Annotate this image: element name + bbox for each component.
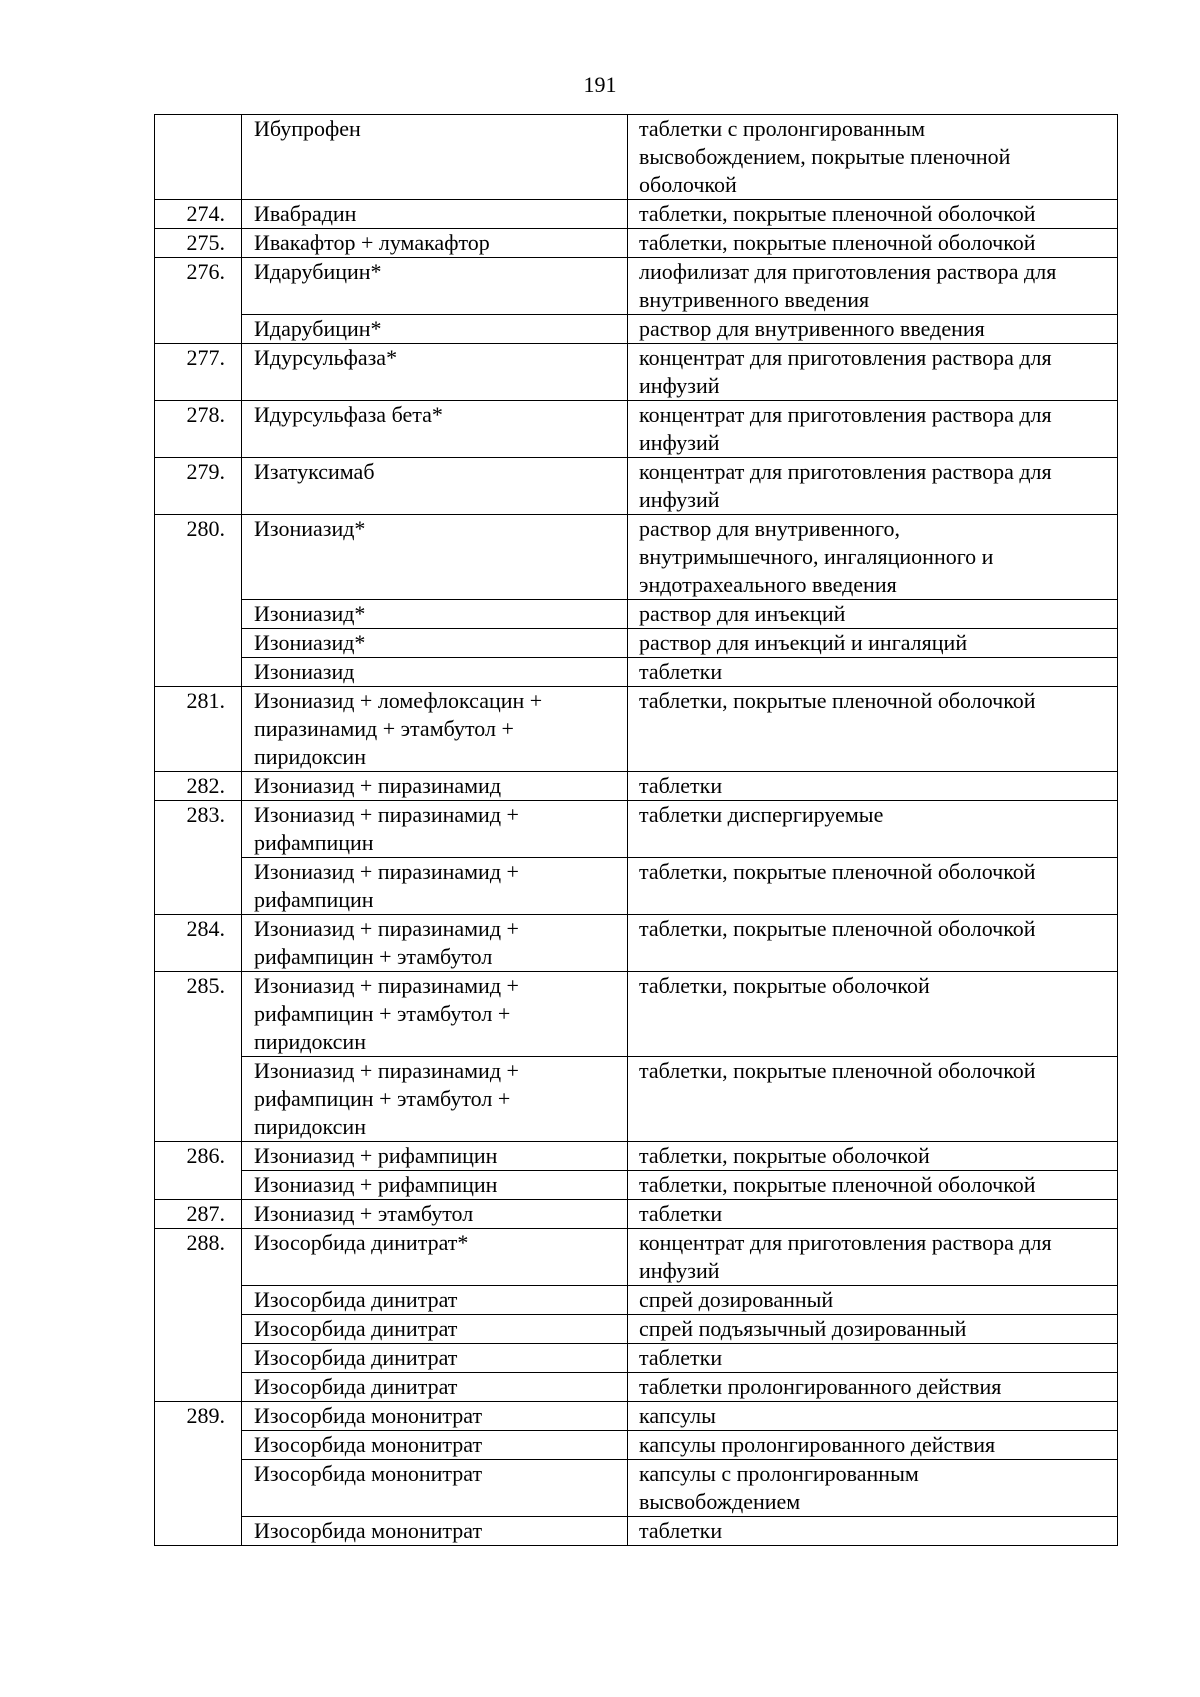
dosage-form-cell	[628, 1431, 1118, 1460]
dosage-form-line: инфузий	[639, 487, 720, 512]
drug-name-cell	[242, 858, 628, 915]
drug-name-cell	[242, 1373, 628, 1402]
table-row	[155, 772, 1118, 801]
dosage-form-cell	[628, 1344, 1118, 1373]
dosage-form-cell	[628, 200, 1118, 229]
dosage-form-cell	[628, 458, 1118, 515]
drug-name-cell	[242, 687, 628, 772]
drug-name-line: пиридоксин	[254, 1114, 366, 1139]
drug-name-line: Изониазид + пиразинамид +	[254, 802, 519, 827]
dosage-form-line: лиофилизат для приготовления раствора для	[639, 259, 1057, 284]
drug-name-line: рифампицин + этамбутол	[254, 944, 493, 969]
drug-name-line: Идарубицин*	[254, 259, 382, 284]
drug-table	[154, 114, 1118, 1546]
dosage-form-line: внутримышечного, ингаляционного и	[639, 544, 994, 569]
drug-name-cell	[242, 600, 628, 629]
dosage-form-line: высвобождением	[639, 1489, 801, 1514]
table-row	[155, 858, 1118, 915]
table-row	[155, 1200, 1118, 1229]
table-row	[155, 687, 1118, 772]
table-row	[155, 458, 1118, 515]
dosage-form-line: высвобождением, покрытые пленочной	[639, 144, 1011, 169]
drug-name-cell	[242, 1315, 628, 1344]
dosage-form-cell	[628, 1517, 1118, 1546]
table-row	[155, 1315, 1118, 1344]
drug-name-line: Изониазид*	[254, 601, 366, 626]
dosage-form-line: таблетки пролонгированного действия	[639, 1374, 1002, 1399]
dosage-form-cell	[628, 801, 1118, 858]
table-row	[155, 344, 1118, 401]
dosage-form-line: капсулы	[639, 1403, 716, 1428]
dosage-form-line: таблетки, покрытые пленочной оболочкой	[639, 201, 1036, 226]
dosage-form-line: таблетки, покрытые пленочной оболочкой	[639, 916, 1036, 941]
drug-name-cell	[242, 1402, 628, 1431]
drug-name-line: Изониазид + рифампицин	[254, 1143, 498, 1168]
dosage-form-cell	[628, 629, 1118, 658]
dosage-form-line: раствор для инъекций	[639, 601, 846, 626]
drug-table-body	[155, 115, 1118, 1546]
dosage-form-cell	[628, 658, 1118, 687]
drug-name-line: пиразинамид + этамбутол +	[254, 716, 514, 741]
drug-name-cell	[242, 801, 628, 858]
drug-name-line: Изосорбида динитрат	[254, 1345, 458, 1370]
table-row	[155, 1344, 1118, 1373]
table-row	[155, 972, 1118, 1057]
drug-name-cell	[242, 1057, 628, 1142]
drug-name-line: Изониазид + пиразинамид +	[254, 916, 519, 941]
dosage-form-cell	[628, 1057, 1118, 1142]
dosage-form-line: таблетки, покрытые пленочной оболочкой	[639, 1058, 1036, 1083]
drug-name-cell	[242, 772, 628, 801]
dosage-form-line: внутривенного введения	[639, 287, 870, 312]
table-row	[155, 1171, 1118, 1200]
drug-name-line: Изосорбида мононитрат	[254, 1518, 483, 1543]
drug-name-line: пиридоксин	[254, 744, 366, 769]
dosage-form-line: инфузий	[639, 373, 720, 398]
drug-name-line: Идурсульфаза*	[254, 345, 398, 370]
dosage-form-cell	[628, 1315, 1118, 1344]
dosage-form-cell	[628, 1142, 1118, 1171]
table-row	[155, 1229, 1118, 1286]
drug-name-cell	[242, 1431, 628, 1460]
dosage-form-line: раствор для инъекций и ингаляций	[639, 630, 968, 655]
drug-name-line: Изосорбида динитрат*	[254, 1230, 469, 1255]
drug-name-cell	[242, 1171, 628, 1200]
drug-name-line: Изониазид + этамбутол	[254, 1201, 474, 1226]
dosage-form-cell	[628, 401, 1118, 458]
dosage-form-cell	[628, 972, 1118, 1057]
drug-name-cell	[242, 915, 628, 972]
drug-name-line: Изониазид + пиразинамид +	[254, 1058, 519, 1083]
table-row	[155, 600, 1118, 629]
row-number: 288.	[155, 1229, 242, 1402]
dosage-form-line: таблетки, покрытые пленочной оболочкой	[639, 1172, 1036, 1197]
dosage-form-line: спрей подъязычный дозированный	[639, 1316, 967, 1341]
dosage-form-line: таблетки	[639, 1345, 723, 1370]
dosage-form-cell	[628, 1229, 1118, 1286]
row-number: 281.	[155, 687, 242, 772]
dosage-form-line: таблетки, покрытые пленочной оболочкой	[639, 688, 1036, 713]
drug-name-cell	[242, 1200, 628, 1229]
drug-name-line: Изосорбида динитрат	[254, 1287, 458, 1312]
table-row	[155, 1431, 1118, 1460]
dosage-form-line: таблетки	[639, 1518, 723, 1543]
table-row	[155, 915, 1118, 972]
dosage-form-cell	[628, 858, 1118, 915]
drug-name-cell	[242, 1344, 628, 1373]
dosage-form-line: таблетки, покрытые оболочкой	[639, 973, 930, 998]
drug-name-line: Изониазид + рифампицин	[254, 1172, 498, 1197]
row-number: 289.	[155, 1402, 242, 1546]
dosage-form-line: раствор для внутривенного введения	[639, 316, 985, 341]
dosage-form-line: спрей дозированный	[639, 1287, 834, 1312]
dosage-form-cell	[628, 1171, 1118, 1200]
row-number: 276.	[155, 258, 242, 344]
table-row	[155, 200, 1118, 229]
dosage-form-line: таблетки, покрытые пленочной оболочкой	[639, 230, 1036, 255]
row-number: 282.	[155, 772, 242, 801]
table-row	[155, 801, 1118, 858]
dosage-form-line: таблетки	[639, 659, 723, 684]
dosage-form-line: таблетки с пролонгированным	[639, 116, 926, 141]
dosage-form-line: концентрат для приготовления раствора для	[639, 402, 1052, 427]
dosage-form-line: инфузий	[639, 1258, 720, 1283]
drug-name-line: Изониазид	[254, 659, 355, 684]
drug-name-line: Изониазид + ломефлоксацин +	[254, 688, 543, 713]
drug-name-cell	[242, 1286, 628, 1315]
row-number: 280.	[155, 515, 242, 687]
dosage-form-cell	[628, 115, 1118, 200]
row-number: 277.	[155, 344, 242, 401]
dosage-form-line: оболочкой	[639, 172, 737, 197]
dosage-form-line: таблетки диспергируемые	[639, 802, 884, 827]
drug-name-line: Изониазид + пиразинамид	[254, 773, 502, 798]
drug-name-line: рифампицин + этамбутол +	[254, 1001, 511, 1026]
row-number	[155, 115, 242, 200]
drug-name-line: Изатуксимаб	[254, 459, 375, 484]
drug-name-line: Изониазид*	[254, 516, 366, 541]
row-number: 279.	[155, 458, 242, 515]
table-row	[155, 258, 1118, 315]
table-row	[155, 1057, 1118, 1142]
dosage-form-cell	[628, 600, 1118, 629]
dosage-form-cell	[628, 687, 1118, 772]
drug-name-line: Изосорбида динитрат	[254, 1316, 458, 1341]
drug-name-line: Идурсульфаза бета*	[254, 402, 443, 427]
dosage-form-line: таблетки	[639, 773, 723, 798]
drug-name-line: Ибупрофен	[254, 116, 361, 141]
dosage-form-cell	[628, 258, 1118, 315]
table-row	[155, 1286, 1118, 1315]
table-row	[155, 629, 1118, 658]
drug-name-cell	[242, 200, 628, 229]
table-row	[155, 229, 1118, 258]
dosage-form-line: таблетки, покрытые оболочкой	[639, 1143, 930, 1168]
dosage-form-line: капсулы пролонгированного действия	[639, 1432, 996, 1457]
dosage-form-cell	[628, 1373, 1118, 1402]
table-row	[155, 1373, 1118, 1402]
dosage-form-cell	[628, 344, 1118, 401]
drug-name-line: рифампицин + этамбутол +	[254, 1086, 511, 1111]
table-row	[155, 515, 1118, 600]
dosage-form-line: таблетки, покрытые пленочной оболочкой	[639, 859, 1036, 884]
dosage-form-cell	[628, 1286, 1118, 1315]
dosage-form-line: инфузий	[639, 430, 720, 455]
page-number: 191	[583, 72, 617, 97]
drug-name-cell	[242, 1460, 628, 1517]
dosage-form-cell	[628, 515, 1118, 600]
drug-name-line: рифампицин	[254, 830, 374, 855]
dosage-form-cell	[628, 229, 1118, 258]
drug-name-cell	[242, 401, 628, 458]
drug-name-line: рифампицин	[254, 887, 374, 912]
table-row	[155, 1460, 1118, 1517]
row-number: 284.	[155, 915, 242, 972]
drug-name-line: Ивабрадин	[254, 201, 357, 226]
table-row	[155, 658, 1118, 687]
dosage-form-line: раствор для внутривенного,	[639, 516, 901, 541]
dosage-form-cell	[628, 772, 1118, 801]
drug-name-cell	[242, 344, 628, 401]
drug-name-cell	[242, 315, 628, 344]
drug-name-line: Изосорбида мононитрат	[254, 1461, 483, 1486]
drug-name-line: Изониазид + пиразинамид +	[254, 973, 519, 998]
dosage-form-line: таблетки	[639, 1201, 723, 1226]
drug-name-cell	[242, 658, 628, 687]
row-number: 278.	[155, 401, 242, 458]
row-number: 283.	[155, 801, 242, 915]
table-row	[155, 115, 1118, 200]
drug-name-line: Изосорбида динитрат	[254, 1374, 458, 1399]
drug-name-cell	[242, 629, 628, 658]
dosage-form-cell	[628, 1460, 1118, 1517]
dosage-form-cell	[628, 915, 1118, 972]
drug-name-cell	[242, 258, 628, 315]
row-number: 287.	[155, 1200, 242, 1229]
drug-name-cell	[242, 1229, 628, 1286]
drug-name-cell	[242, 972, 628, 1057]
row-number: 285.	[155, 972, 242, 1142]
table-row	[155, 401, 1118, 458]
drug-name-cell	[242, 115, 628, 200]
dosage-form-line: концентрат для приготовления раствора для	[639, 1230, 1052, 1255]
drug-name-line: Изосорбида мононитрат	[254, 1432, 483, 1457]
dosage-form-line: концентрат для приготовления раствора для	[639, 459, 1052, 484]
table-row	[155, 315, 1118, 344]
dosage-form-cell	[628, 1402, 1118, 1431]
drug-name-cell	[242, 458, 628, 515]
dosage-form-line: капсулы с пролонгированным	[639, 1461, 919, 1486]
drug-name-cell	[242, 1142, 628, 1171]
table-row	[155, 1517, 1118, 1546]
drug-name-line: Ивакафтор + лумакафтор	[254, 230, 490, 255]
dosage-form-line: концентрат для приготовления раствора для	[639, 345, 1052, 370]
drug-name-cell	[242, 229, 628, 258]
drug-name-line: Изосорбида мононитрат	[254, 1403, 483, 1428]
drug-name-line: пиридоксин	[254, 1029, 366, 1054]
drug-name-cell	[242, 515, 628, 600]
row-number: 286.	[155, 1142, 242, 1200]
drug-name-line: Изониазид*	[254, 630, 366, 655]
drug-name-line: Изониазид + пиразинамид +	[254, 859, 519, 884]
drug-name-line: Идарубицин*	[254, 316, 382, 341]
row-number: 275.	[155, 229, 242, 258]
table-row	[155, 1142, 1118, 1171]
dosage-form-cell	[628, 315, 1118, 344]
dosage-form-line: эндотрахеального введения	[639, 572, 897, 597]
row-number: 274.	[155, 200, 242, 229]
drug-name-cell	[242, 1517, 628, 1546]
table-row	[155, 1402, 1118, 1431]
dosage-form-cell	[628, 1200, 1118, 1229]
